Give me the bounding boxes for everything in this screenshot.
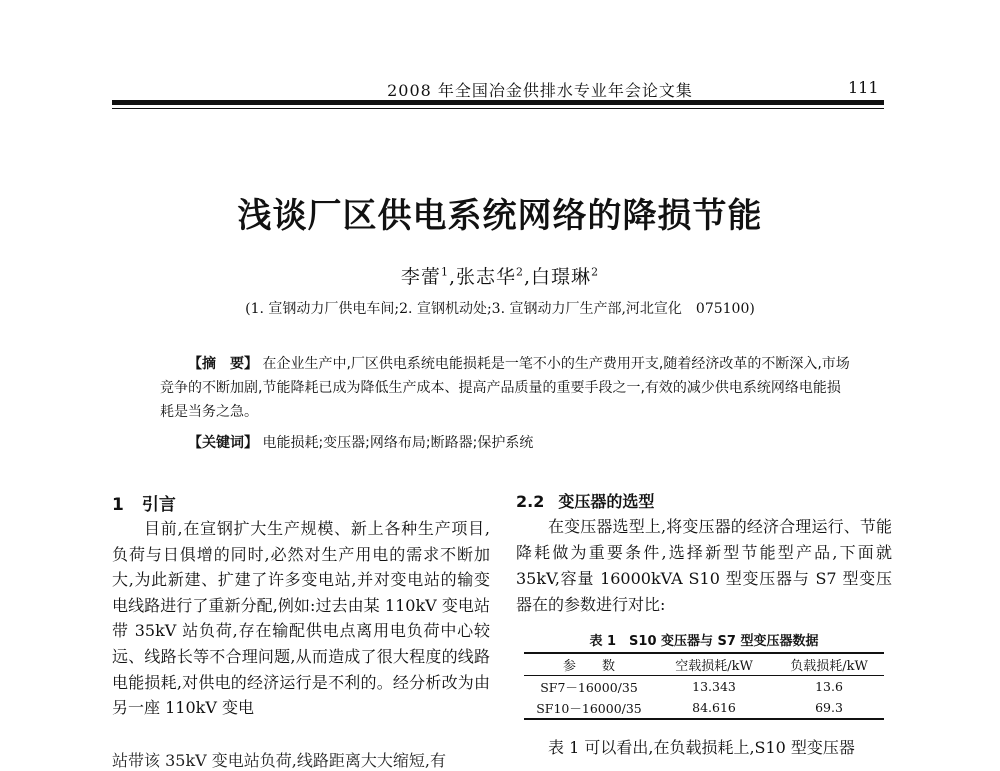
table-cell: SF7－16000/35 — [540, 679, 638, 695]
header-rule-thick — [112, 100, 884, 105]
section-1-body: 目前,在宣钢扩大生产规模、新上各种生产项目,负荷与日俱增的同时,必然对生产用电的需求不断加大,为此新建、扩建了许多变电站,并对变电站的输变电线路进行了重新分配,例如:过去由某 110kV 变电站带 35kV 站负荷,存在输配供电点离用电负荷中心较远、线路长等不合理问题,从而造成了很大程度的线路电能损耗,对供电的经济运行是不利的。经分析改为由另一座 110kV 变电 — [112, 519, 490, 718]
author-mark: 1 — [440, 265, 449, 279]
section-title: 引言 — [141, 495, 176, 515]
author-name: 白璟琳 — [531, 266, 592, 288]
table-1 — [524, 652, 884, 720]
keywords-label: 【关键词】 — [188, 435, 258, 451]
table-1-caption: 表 1 S10 变压器与 S7 型变压器数据 — [589, 634, 819, 649]
author-mark: 2 — [516, 265, 524, 279]
section-1-heading — [112, 490, 176, 515]
abstract-label: 【摘 要】 — [188, 356, 258, 372]
author-mark: 2 — [591, 265, 600, 279]
table-cell: 13.6 — [815, 679, 843, 694]
table-cell: 84.616 — [692, 700, 736, 715]
author-name: 李蕾 — [400, 266, 441, 288]
table-row — [524, 697, 884, 719]
running-header-title: 2008 年全国冶金供排水专业年会论文集 — [387, 81, 693, 100]
keywords-text: 电能损耗;变压器;网络布局;断路器;保护系统 — [262, 435, 534, 451]
table-cell: SF10－16000/35 — [536, 700, 642, 716]
table-cell: 69.3 — [815, 700, 843, 715]
author-list: 李蕾$^1$,张志华$^2$,白璟琳$^2$ — [400, 265, 600, 288]
affiliation: (1. 宣钢动力厂供电车间;2. 宣钢机动处;3. 宣钢动力厂生产部,河北宣化 075100) — [245, 301, 755, 317]
author-name: 张志华 — [455, 266, 516, 288]
section-number: 2.2 — [516, 492, 545, 511]
page-number: 111 — [848, 78, 879, 97]
abstract-text: 在企业生产中,厂区供电系统电能损耗是一笔不小的生产费用开支,随着经济改革的不断深入,市场竞争的不断加剧,节能降耗已成为降低生产成本、提高产品质量的重要手段之一,有效的减少供电系统网络电能损耗是当务之急。 — [160, 356, 850, 420]
section-2-2-heading — [516, 489, 654, 512]
section-2-2-continuation: 表 1 可以看出,在负载损耗上,S10 型变压器 — [548, 738, 855, 757]
table-header-row — [524, 653, 884, 676]
table-header-cell: 负载损耗/kW — [790, 659, 868, 674]
abstract — [160, 352, 850, 424]
section-2-2-body: 在变压器选型上,将变压器的经济合理运行、节能降耗做为重要条件,选择新型节能型产品,下面就 35kV,容量 16000kVA S10 型变压器与 S7 型变压器在的参数进行对比: — [516, 517, 892, 614]
table-cell: 13.343 — [692, 679, 736, 694]
section-title: 变压器的选型 — [558, 492, 655, 511]
table-row — [524, 676, 884, 698]
keywords — [188, 432, 848, 452]
article-title: 浅谈厂区供电系统网络的降损节能 — [237, 196, 763, 236]
section-number: 1 — [112, 495, 124, 515]
section-1-cut-line: 站带该 35kV 变电站负荷,线路距离大大缩短,有 — [112, 751, 446, 770]
header-rule-thin — [112, 108, 884, 109]
table-header-cell: 空载损耗/kW — [675, 659, 753, 674]
table-header-cell: 参 数 — [562, 659, 615, 674]
